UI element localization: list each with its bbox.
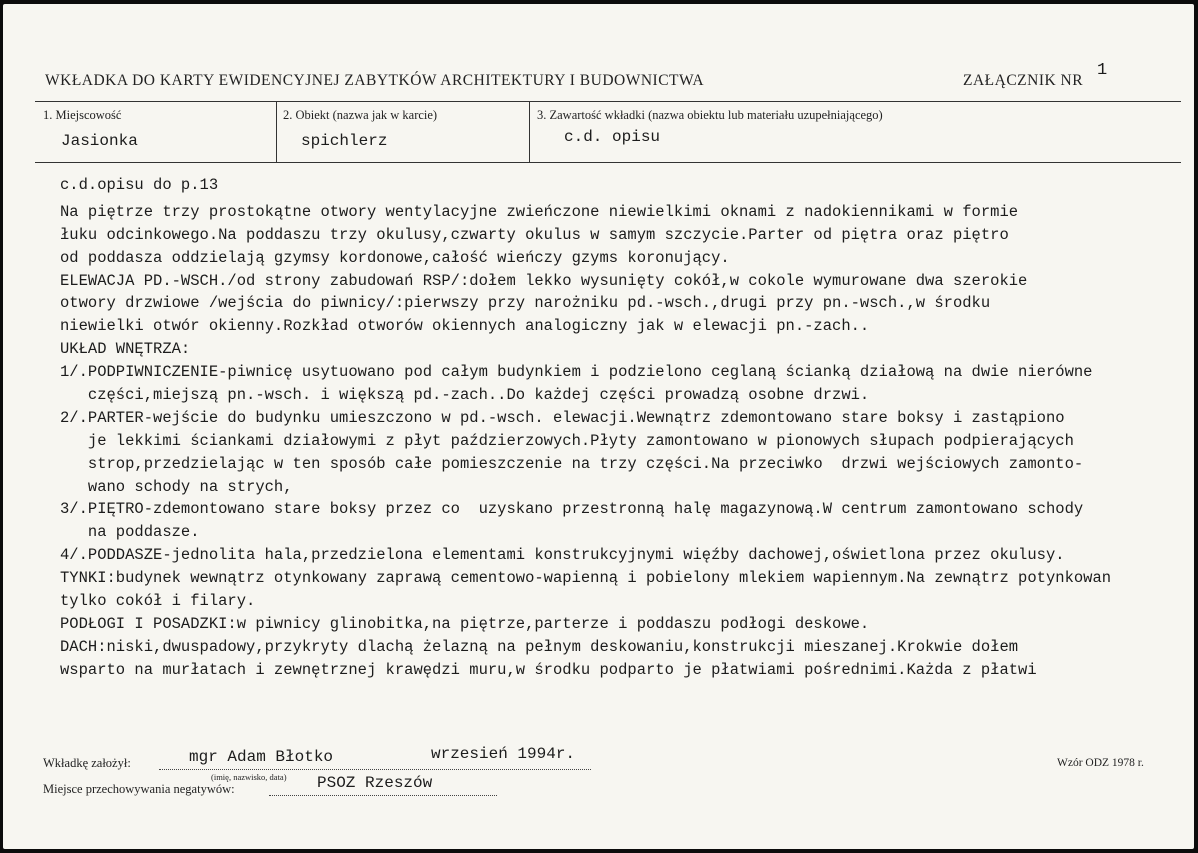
text-line: otwory drzwiowe /wejścia do piwnicy/:pierwszy przy narożniku pd.-wsch.,drugi przy pn.-wsch.,w środku	[60, 294, 991, 313]
text-line: części,miejszą pn.-wsch. i większą pd.-zach..Do każdej części prowadzą osobne drzwi.	[60, 386, 870, 405]
storage-label: Miejsce przechowywania negatywów:	[43, 782, 235, 796]
founded-date: wrzesień 1994r.	[431, 745, 576, 763]
content-value: c.d. opisu	[564, 128, 661, 146]
founded-value: mgr Adam Błotko	[189, 748, 334, 766]
text-line: tylko cokół i filary.	[60, 592, 256, 611]
description-text	[60, 174, 1190, 682]
text-line: Na piętrze trzy prostokątne otwory wentylacyjne zwieńczone niewielkimi oknami z nadokiennikami w formie	[60, 202, 1019, 221]
text-line: c.d.opisu do p.13	[60, 176, 219, 194]
header-rule	[35, 101, 1181, 102]
card-title: WKŁADKA DO KARTY EWIDENCYJNEJ ZABYTKÓW ARCHITEKTURY I BUDOWNICTWA	[45, 72, 705, 89]
text-line: wsparto na murłatach i zewnętrznej krawędzi muru,w środku podparto je płatwiami pośrednimi.Każda z płatwi	[60, 660, 1037, 679]
text-line: DACH:niski,dwuspadowy,przykryty dlachą żelazną na pełnym deskowaniu,konstrukcji mieszanej.Krokwie dołem	[60, 637, 1019, 656]
field-divider-2	[529, 101, 530, 162]
field-divider-1	[276, 101, 277, 162]
text-line: od poddasza oddzielają gzymsy kordonowe,całość wieńczy gzyms koronujący.	[60, 248, 730, 267]
place-label: 1. Miejscowość	[43, 108, 122, 122]
place-value: Jasionka	[61, 132, 138, 150]
text-line: 1/.PODPIWNICZENIE-piwnicę usytuowano pod całym budynkiem i podzielono ceglaną ścianką działową na dwie nierówne	[60, 363, 1093, 382]
text-line: 2/.PARTER-wejście do budynku umieszczono w pd.-wsch. elewacji.Wewnątrz zdemontowano stare boksy i zastąpiono	[60, 408, 1065, 427]
text-line: je lekkimi ściankami działowymi z płyt paździerzowych.Płyty zamontowano w pionowych słupach podpierających	[60, 431, 1074, 450]
text-line: 3/.PIĘTRO-zdemontowano stare boksy przez co uzyskano przestronną halę magazynową.W centrum zamontowano schody	[60, 500, 1084, 519]
text-line: UKŁAD WNĘTRZA:	[60, 340, 191, 359]
object-value: spichlerz	[301, 132, 388, 150]
text-line: łuku odcinkowego.Na poddaszu trzy okulusy,czwarty okulus w samym szczycie.Parter od piętra oraz piętro	[60, 225, 1009, 244]
annex-number: 1	[1097, 61, 1108, 80]
text-line: niewielki otwór okienny.Rozkład otworów okiennych analogiczny jak w elewacji pn.-zach..	[60, 317, 870, 336]
text-line: 4/.PODDASZE-jednolita hala,przedzielona elementami konstrukcyjnymi więźby dachowej,oświetlona przez okulusy.	[60, 546, 1065, 565]
name-hint: (imię, nazwisko, data)	[211, 772, 287, 782]
storage-dotted-line	[269, 794, 497, 796]
form-code: Wzór ODZ 1978 r.	[1057, 757, 1144, 769]
storage-value: PSOZ Rzeszów	[317, 774, 433, 792]
text-line: wano schody na strych,	[60, 477, 293, 496]
content-label: 3. Zawartość wkładki (nazwa obiektu lub materiału uzupełniającego)	[537, 108, 883, 122]
record-card	[3, 4, 1194, 849]
text-line: strop,przedzielając w ten sposób całe pomieszczenie na trzy części.Na przeciwko drzwi wejściowych zamonto-	[60, 454, 1084, 473]
founded-dotted-line	[159, 768, 591, 770]
text-line: TYNKI:budynek wewnątrz otynkowany zaprawą cementowo-wapienną i pobielony mlekiem wapiennym.Na zewnątrz potynkowan	[60, 569, 1112, 588]
fields-rule	[35, 162, 1181, 163]
text-line: ELEWACJA PD.-WSCH./od strony zabudowań RSP/:dołem lekko wysunięty cokół,w cokole wymurowane dwa szerokie	[60, 271, 1028, 290]
annex-label: ZAŁĄCZNIK NR	[963, 72, 1084, 89]
founded-label: Wkładkę założył:	[43, 756, 131, 770]
object-label: 2. Obiekt (nazwa jak w karcie)	[283, 108, 438, 122]
text-line: PODŁOGI I POSADZKI:w piwnicy glinobitka,na piętrze,parterze i poddaszu podłogi deskowe.	[60, 614, 870, 633]
text-line: na poddasze.	[60, 523, 200, 542]
